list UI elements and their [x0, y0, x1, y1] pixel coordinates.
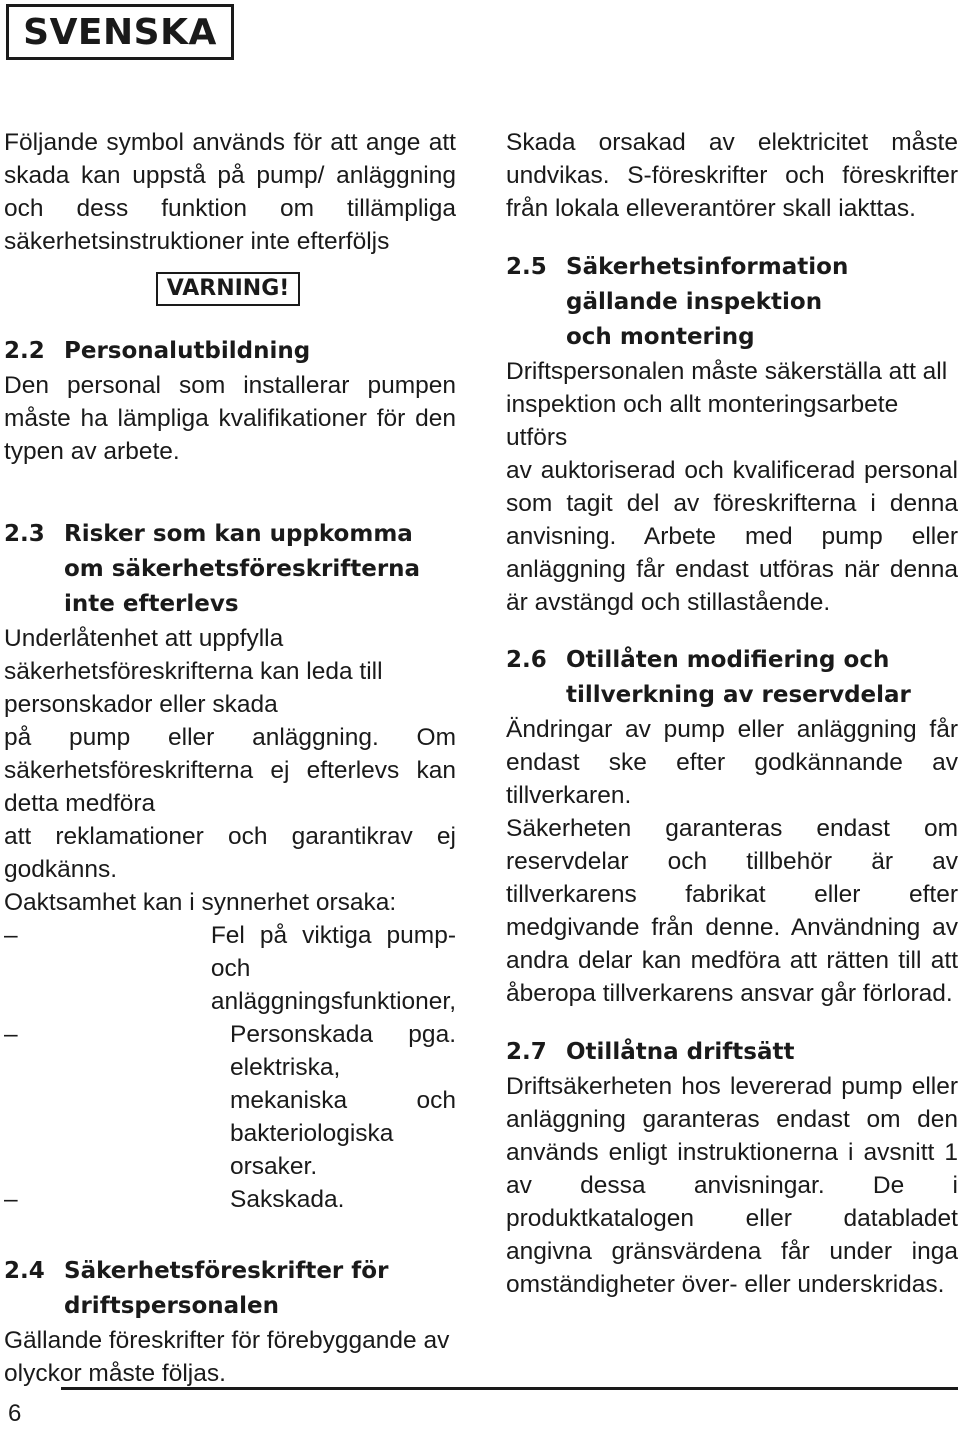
dash-icon: –: [4, 922, 18, 949]
section-2-3: [4, 517, 456, 1216]
right-column: [506, 126, 958, 1301]
bullet-item: [4, 1018, 456, 1183]
warning-label: VARNING!: [156, 272, 300, 306]
section-2-2-text: Den personal som installerar pumpen måste ha lämpliga kvalifikationer för den typen av arbete.: [4, 372, 456, 465]
section-2-3-paragraph-1: Underlåtenhet att uppfylla säkerhetsföreskrifterna kan leda till personskador eller skada: [4, 625, 383, 718]
section-2-3-paragraph-4: Oaktsamhet kan i synnerhet orsaka:: [4, 889, 397, 916]
section-2-6-paragraph-2: Säkerheten garanteras endast om reservdelar och tillbehör är av tillverkarens fabrikat eller efter medgivande från denne. Användning av andra delar kan medföra att rätten till att åberopa tillverkarens ansvar går förlorad.: [506, 815, 958, 1007]
section-2-3-paragraph-3: att reklamationer och garantikrav ej godkänns.: [4, 823, 456, 883]
section-2-5-heading-line-2: gällande inspektion: [566, 289, 823, 315]
section-2-6: [506, 643, 958, 1010]
section-2-7-heading: 2.7 Otillåtna driftsätt: [506, 1039, 795, 1065]
bullet-text: Fel på viktiga pump- och anläggningsfunktioner,: [210, 922, 457, 1015]
bullet-text: Sakskada.: [230, 1186, 345, 1213]
section-2-2: [4, 334, 456, 468]
section-2-4: [4, 1254, 456, 1390]
section-2-4-continued: Skada orsakad av elektricitet måste undvikas. S-föreskrifter och föreskrifter från lokala elleverantörer skall iakttas.: [506, 129, 958, 222]
section-2-7-text: Driftsäkerheten hos levererad pump eller anläggning garanteras endast om den används enligt instruktionerna i avsnitt 1 av dessa anvisningar. De i produktkatalogen eller databladet angivna gränsvärdena får under inga omständigheter över- eller underskridas.: [506, 1073, 958, 1298]
section-2-4-heading: 2.4 Säkerhetsföreskrifter för: [4, 1258, 389, 1284]
section-2-4-text: Gällande föreskrifter för förebyggande av olyckor måste följas.: [4, 1327, 450, 1387]
section-2-3-heading: 2.3 Risker som kan uppkomma: [4, 521, 413, 547]
bullet-item: [4, 1183, 456, 1216]
page-number: 6: [8, 1400, 22, 1427]
section-2-3-heading-line-2: om säkerhetsföreskrifterna: [64, 556, 421, 582]
section-2-3-heading-line-3: inte efterlevs: [64, 591, 239, 617]
section-2-5-paragraph-2: av auktoriserad och kvalificerad personal som tagit del av föreskrifterna i denna anvisning. Arbete med pump eller anläggning får endast utföras när denna är avstängd och stillastående.: [506, 457, 958, 616]
intro-text: Följande symbol används för att ange att skada kan uppstå på pump/ anläggning och dess funktion om tillämpliga säkerhetsinstruktioner inte efterföljs: [4, 129, 456, 255]
section-2-7: [506, 1035, 958, 1301]
dash-icon: –: [4, 1186, 18, 1213]
section-2-4-heading-line-2: driftspersonalen: [64, 1293, 280, 1319]
dash-icon: –: [4, 1021, 18, 1048]
language-label: SVENSKA: [6, 4, 234, 60]
bullet-text: Personskada pga. elektriska, mekaniska och bakteriologiska orsaker.: [230, 1021, 456, 1180]
section-2-5-paragraph-1: Driftspersonalen måste säkerställa att all inspektion och allt monteringsarbete utförs: [506, 358, 948, 451]
left-column: [4, 126, 456, 1390]
section-2-5: [506, 250, 958, 619]
section-2-5-heading: 2.5 Säkerhetsinformation: [506, 254, 849, 280]
bullet-item: [4, 919, 456, 1018]
section-2-3-paragraph-2: på pump eller anläggning. Om säkerhetsföreskrifterna ej efterlevs kan detta medföra: [4, 724, 456, 817]
section-2-6-heading-line-2: tillverkning av reservdelar: [566, 682, 911, 708]
section-2-5-heading-line-3: och montering: [566, 324, 755, 350]
footer-rule: [61, 1387, 958, 1390]
section-2-2-heading: 2.2 Personalutbildning: [4, 338, 311, 364]
section-2-6-heading: 2.6 Otillåten modifiering och: [506, 647, 890, 673]
section-2-6-paragraph-1: Ändringar av pump eller anläggning får endast ske efter godkännande av tillverkaren.: [506, 716, 958, 809]
